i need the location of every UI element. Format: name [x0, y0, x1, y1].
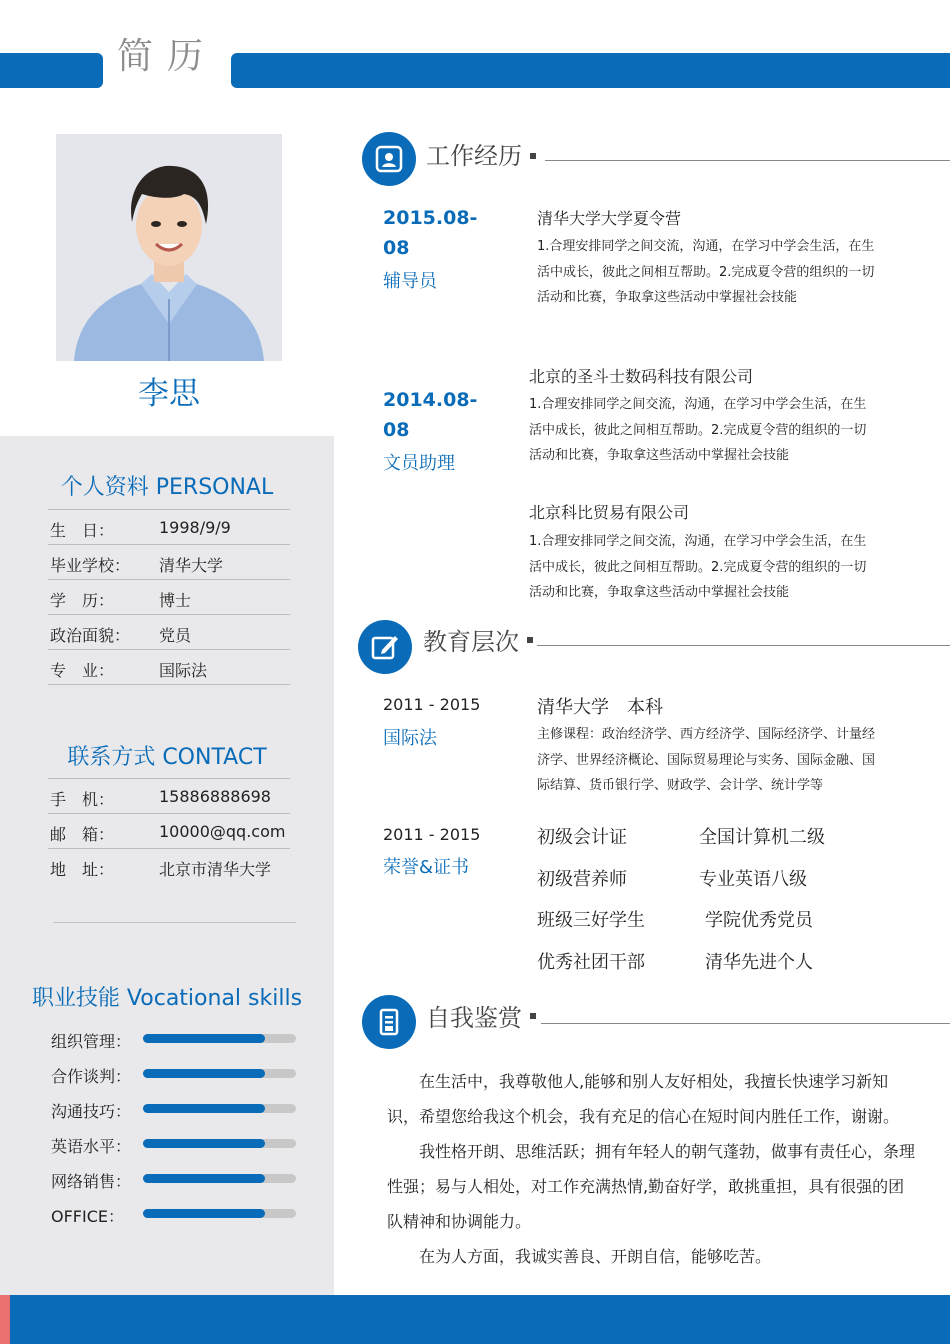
- skill-bar-track: [143, 1139, 296, 1148]
- work-2-company: 北京的圣斗士数码科技有限公司: [529, 367, 754, 386]
- work-section-title: 工作经历: [426, 142, 522, 170]
- cert-item: 专业英语八级: [699, 869, 807, 890]
- work-3-company: 北京科比贸易有限公司: [529, 503, 690, 522]
- cert-item: 清华先进个人: [705, 952, 813, 973]
- info-value: 1998/9/9: [159, 518, 231, 537]
- skill-bar-fill: [143, 1174, 265, 1183]
- page-title: 简历: [117, 36, 218, 77]
- date-line: 08: [383, 237, 410, 259]
- work-2-role: 文员助理: [383, 453, 455, 474]
- info-key: 生 日：: [50, 521, 115, 540]
- skill-label: 合作谈判：: [51, 1067, 132, 1086]
- cert-item: 学院优秀党员: [705, 910, 813, 931]
- desc-line: 活中成长，彼此之间相互帮助。2.完成夏令营的组织的一切: [537, 264, 875, 280]
- date-line: 2015.08-: [383, 207, 478, 229]
- work-1-date: [383, 203, 493, 263]
- work-2-date: [383, 385, 493, 445]
- cert-item: 初级营养师: [537, 869, 627, 890]
- contact-key: 手 机：: [50, 790, 115, 809]
- skill-bar-fill: [143, 1209, 265, 1218]
- self-section-icon: [362, 995, 416, 1049]
- info-value: 博士: [159, 591, 192, 610]
- desc-line: 1.合理安排同学之间交流，沟通，在学习中学会生活，在生: [537, 239, 875, 254]
- id-card-icon: [375, 145, 403, 173]
- work-2-desc: [529, 392, 914, 469]
- profile-photo: [56, 134, 282, 361]
- contact-value: 15886888698: [159, 787, 271, 806]
- course-line: 际结算、货币银行学、财政学、会计学、统计学等: [537, 778, 824, 793]
- work-1-desc: [537, 234, 922, 311]
- skill-label: 英语水平：: [51, 1137, 132, 1156]
- education-courses: [537, 722, 922, 799]
- skill-label: 组织管理：: [51, 1032, 132, 1051]
- work-section-icon: [362, 132, 416, 186]
- cert-label: 荣誉&证书: [383, 857, 470, 878]
- cert-date: 2011 - 2015: [383, 825, 481, 844]
- work-title-rule: [545, 160, 950, 161]
- contact-row-email: [48, 814, 290, 849]
- desc-line: 活中成长，彼此之间相互帮助。2.完成夏令营的组织的一切: [529, 422, 867, 438]
- desc-line: 活动和比赛，争取拿这些活动中掌握社会技能: [529, 585, 790, 600]
- info-value: 国际法: [159, 661, 208, 680]
- desc-line: 1.合理安排同学之间交流，沟通，在学习中学会生活，在生: [529, 534, 867, 549]
- info-key: 政治面貌：: [50, 626, 131, 645]
- footer-bar: [0, 1295, 950, 1344]
- contact-key: 邮 箱：: [50, 825, 115, 844]
- skill-bar-fill: [143, 1069, 265, 1078]
- person-name: 李思: [138, 376, 200, 412]
- education-section-title: 教育层次: [423, 628, 519, 656]
- self-title-rule: [541, 1023, 950, 1024]
- education-title-rule: [537, 645, 950, 646]
- sidebar-divider: [53, 922, 296, 923]
- education-major: 国际法: [383, 728, 437, 749]
- skill-bar-fill: [143, 1104, 265, 1113]
- contact-key: 地 址：: [50, 860, 115, 879]
- skill-label: 沟通技巧：: [51, 1102, 132, 1121]
- date-line: 2014.08-: [383, 389, 478, 411]
- header-bar-right: [231, 53, 950, 88]
- work-title-dot: [530, 153, 536, 159]
- skill-label: OFFICE：: [51, 1207, 125, 1226]
- info-value: 清华大学: [159, 556, 224, 575]
- work-1-company: 清华大学大学夏令营: [537, 209, 682, 228]
- desc-line: 活动和比赛，争取拿这些活动中掌握社会技能: [529, 448, 790, 463]
- info-value: 党员: [159, 626, 192, 645]
- info-row-school: [48, 545, 290, 580]
- cert-item: 班级三好学生: [537, 910, 645, 931]
- contact-value: 10000@qq.com: [159, 822, 286, 841]
- skill-bar-track: [143, 1069, 296, 1078]
- date-line: 08: [383, 419, 410, 441]
- info-row-birthday: [48, 510, 290, 545]
- personal-section-title: 个人资料 PERSONAL: [60, 475, 274, 500]
- skill-bar-track: [143, 1209, 296, 1218]
- info-row-major: [48, 650, 290, 685]
- skills-section-title: 职业技能 Vocational skills: [31, 986, 303, 1011]
- education-title-dot: [527, 637, 533, 643]
- skill-label: 网络销售：: [51, 1172, 132, 1191]
- skill-bar-track: [143, 1034, 296, 1043]
- info-row-degree: [48, 580, 290, 615]
- course-line: 济学、世界经济概论、国际贸易理论与实务、国际金融、国: [537, 752, 876, 768]
- course-line: 主修课程：政治经济学、西方经济学、国际经济学、计量经: [537, 727, 876, 742]
- contact-section-title: 联系方式 CONTACT: [67, 745, 267, 770]
- skill-bar-track: [143, 1104, 296, 1113]
- contact-value: 北京市清华大学: [159, 860, 272, 879]
- cert-item: 全国计算机二级: [699, 827, 825, 848]
- self-paragraph: 在生活中，我尊敬他人,能够和别人友好相处，我擅长快速学习新知识，希望您给我这个机会，我有充足的信心在短时间内胜任工作，谢谢。: [387, 1072, 900, 1126]
- cert-item: 初级会计证: [537, 827, 627, 848]
- skill-bar-track: [143, 1174, 296, 1183]
- cert-item: 优秀社团干部: [537, 952, 645, 973]
- skill-bar-fill: [143, 1139, 265, 1148]
- contact-row-address: [48, 849, 290, 884]
- document-icon: [375, 1008, 403, 1036]
- education-section-icon: [358, 620, 412, 674]
- skill-bar-fill: [143, 1034, 265, 1043]
- info-row-political: [48, 615, 290, 650]
- portrait-illustration: [56, 134, 282, 361]
- self-title-dot: [530, 1013, 536, 1019]
- desc-line: 1.合理安排同学之间交流，沟通，在学习中学会生活，在生: [529, 397, 867, 412]
- info-key: 专 业：: [50, 661, 115, 680]
- education-date: 2011 - 2015: [383, 695, 481, 714]
- desc-line: 活动和比赛，争取拿这些活动中掌握社会技能: [537, 290, 798, 305]
- work-1-role: 辅导员: [383, 271, 437, 292]
- work-3-desc: [529, 529, 914, 606]
- contact-row-phone: [48, 779, 290, 814]
- self-section-title: 自我鉴赏: [426, 1004, 522, 1032]
- self-paragraph: 在为人方面，我诚实善良、开朗自信，能够吃苦。: [419, 1247, 772, 1266]
- self-paragraph: 我性格开朗、思维活跃；拥有年轻人的朝气蓬勃，做事有责任心，条理性强；易与人相处，对工作充满热情,勤奋好学，敢挑重担，具有很强的团队精神和协调能力。: [387, 1142, 916, 1231]
- header-bar-left: [0, 53, 103, 88]
- info-key: 学 历：: [50, 591, 115, 610]
- education-school: 清华大学 本科: [537, 697, 663, 718]
- edit-icon: [371, 633, 399, 661]
- info-key: 毕业学校：: [50, 556, 131, 575]
- footer-accent: [0, 1295, 10, 1344]
- desc-line: 活中成长，彼此之间相互帮助。2.完成夏令营的组织的一切: [529, 559, 867, 575]
